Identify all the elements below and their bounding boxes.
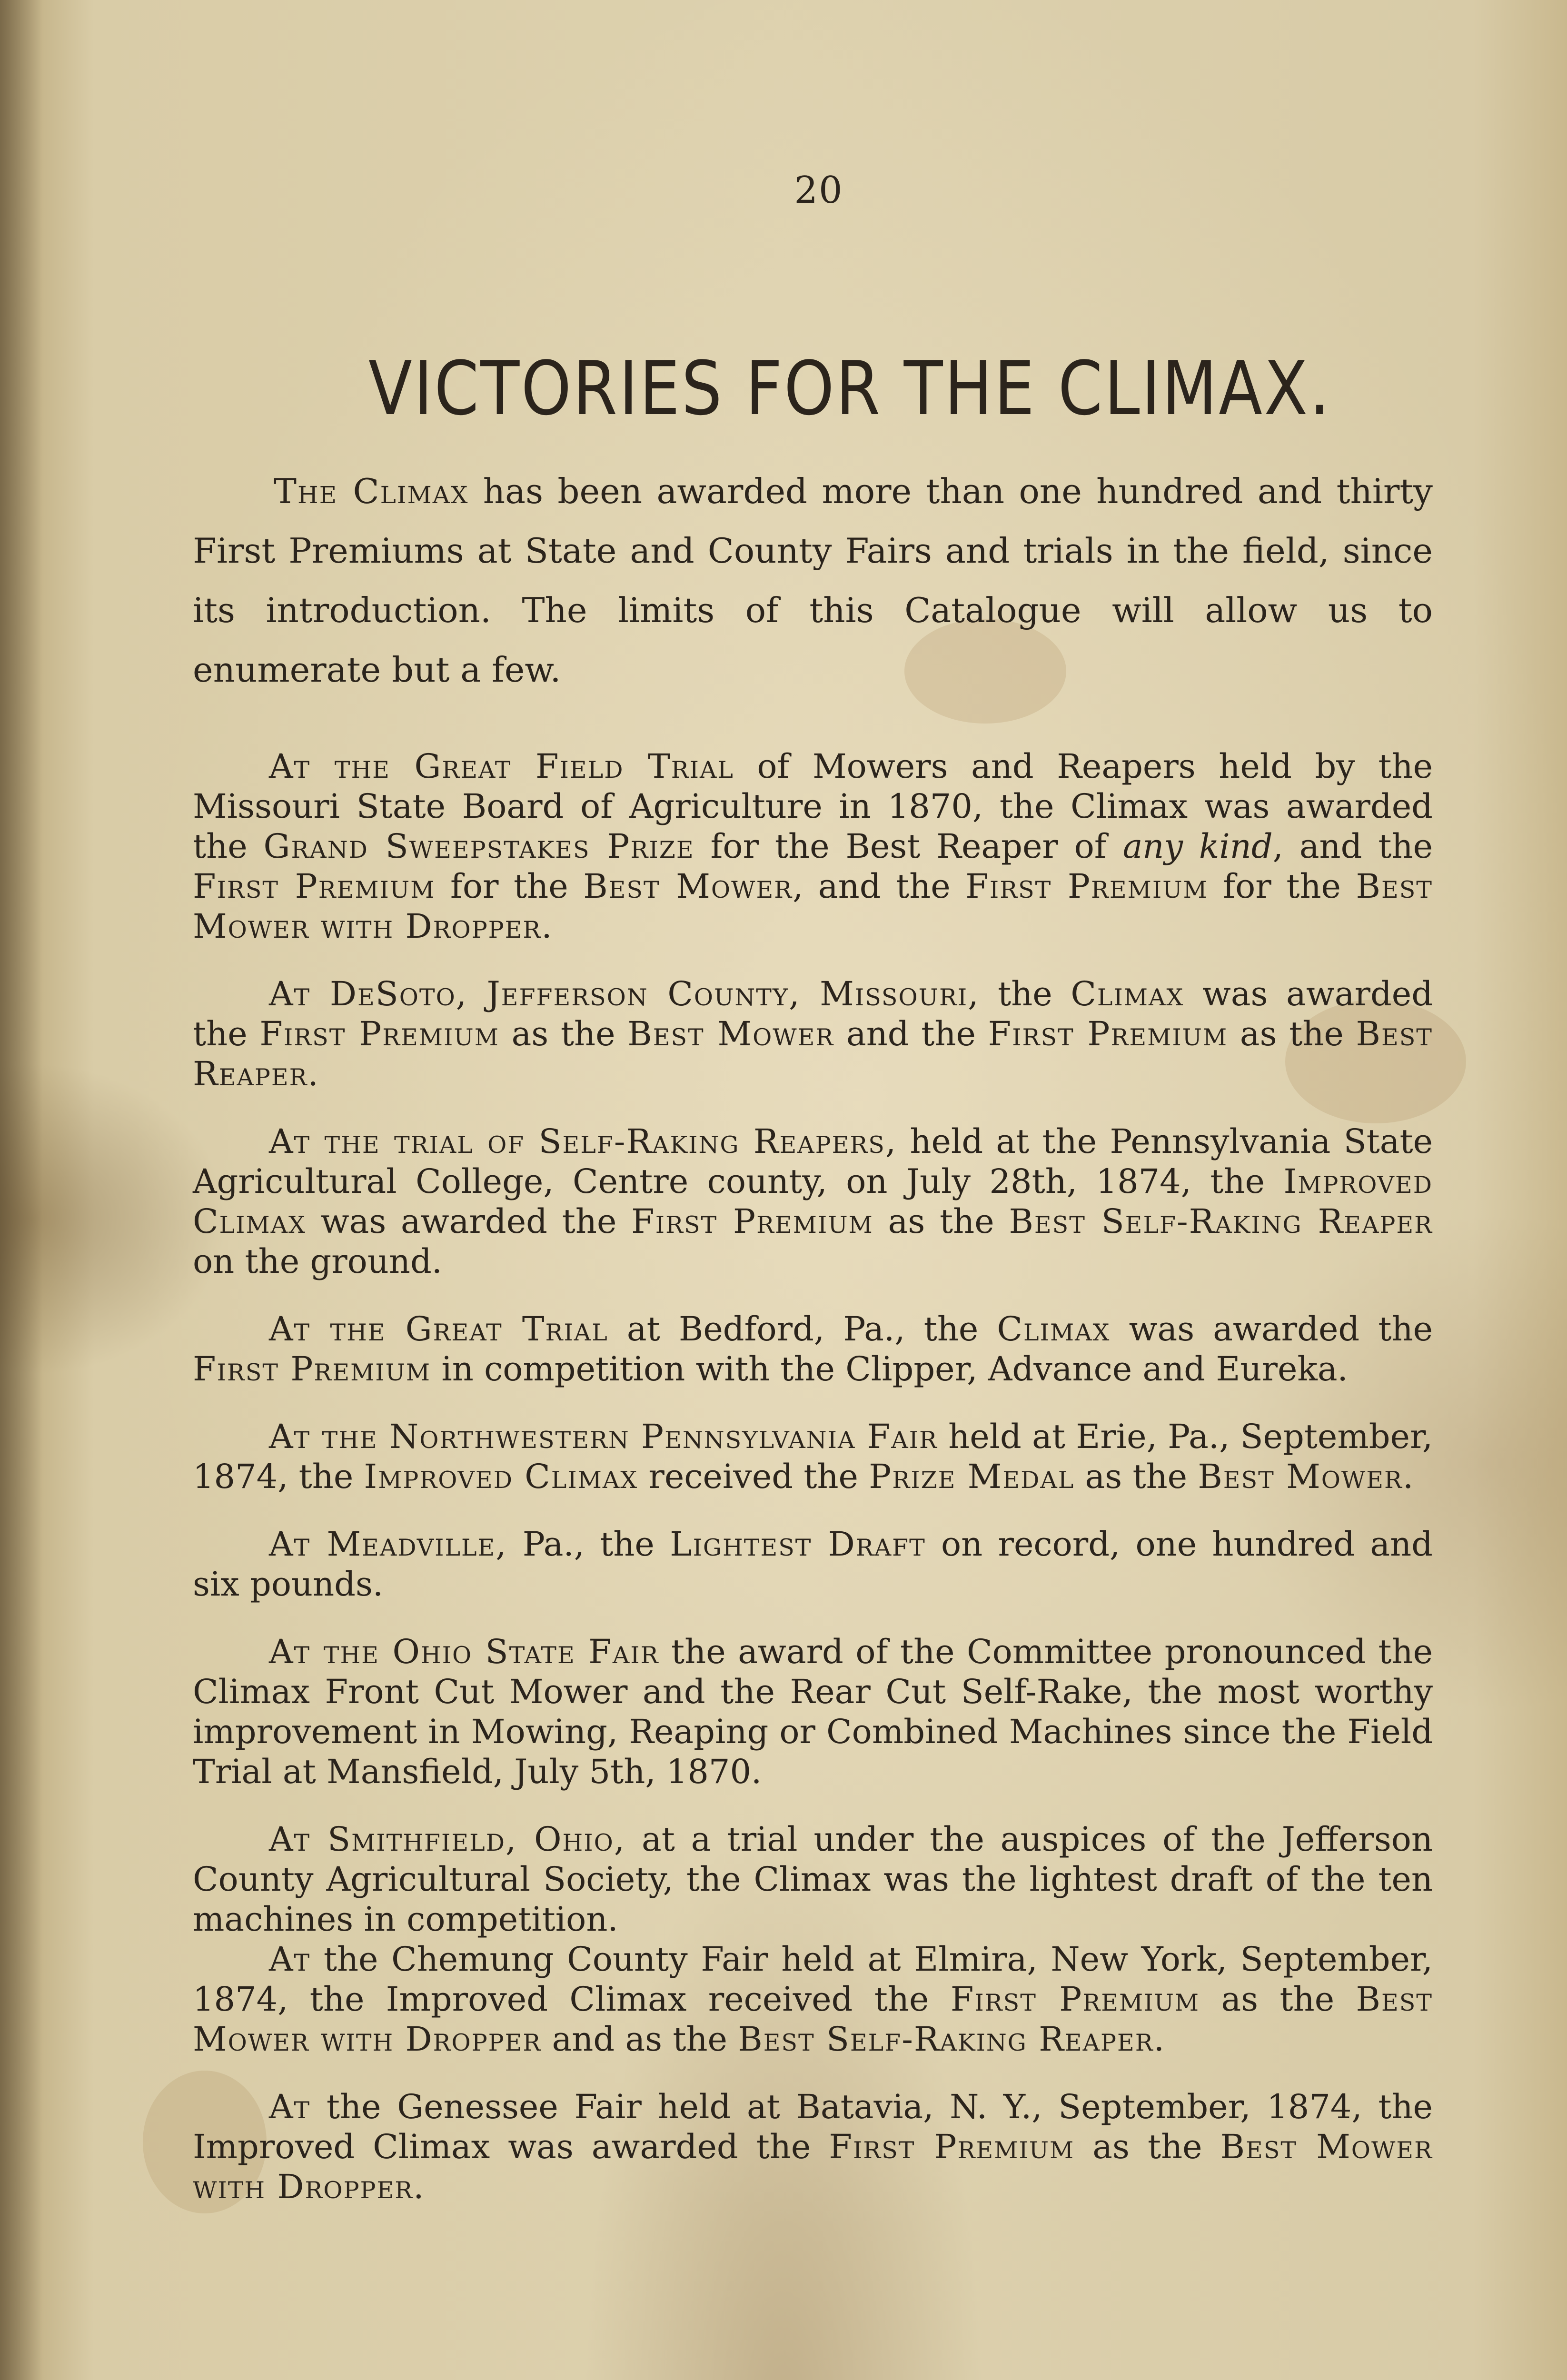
entry-text: held at Erie, Pa., September, 1874, the: [193, 1417, 1433, 1496]
entry-text: on the ground.: [193, 1242, 443, 1281]
entry-text: First Premium: [988, 1014, 1228, 1053]
entry-text: as the: [1074, 2127, 1220, 2166]
entry-text: Best Self-Raking Reaper: [738, 2020, 1154, 2059]
entry-text: the award of the Committee pronounced the Climax Front Cut Mower and the Rear Cut Self-Rake, the most worthy improvement in Mowing, Reaping or Combined Machines since the Field Trial at Mansfield, July 5th, 1870.: [193, 1632, 1433, 1791]
entry-text: Climax: [997, 1309, 1111, 1349]
entry-text: of Mowers and Reapers held by the Missouri State Board of Agriculture in 1870, the Climax was awarded the: [193, 747, 1433, 866]
entry-text: .: [541, 907, 552, 946]
entry-text: the Chemung County Fair held at Elmira, New York, September, 1874, the Improved Climax received the: [193, 1940, 1433, 2019]
page-number: 20: [794, 169, 843, 212]
entry-text: .: [307, 1054, 318, 1093]
entry-text: was awarded the: [306, 1202, 632, 1241]
entry-text: as the: [1228, 1014, 1356, 1053]
entry-text: Prize Medal: [869, 1457, 1075, 1496]
victory-entry: [193, 1632, 1433, 1792]
entry-text: Improved Climax: [364, 1457, 638, 1496]
entry-text: as the: [1074, 1457, 1198, 1496]
entry-text: First Premium: [193, 1349, 431, 1388]
entry-text: Best Self-Raking Reaper: [1009, 1202, 1433, 1241]
entry-text: Best Reaper: [193, 1014, 1433, 1093]
entry-text: Grand Sweepstakes Prize: [263, 827, 694, 866]
entry-text: First Premium: [965, 867, 1208, 906]
entry-text: was awarded the: [1110, 1309, 1433, 1349]
entry-text: .: [1402, 1457, 1414, 1496]
entry-text: received the: [638, 1457, 869, 1496]
entry-text: Lightest Draft: [670, 1525, 926, 1564]
entry-text: First Premium: [950, 1980, 1200, 2019]
intro-lead: The Climax: [274, 471, 469, 511]
entry-heading: At: [269, 2087, 311, 2126]
entry-text: First Premium: [193, 867, 436, 906]
entry-text: any kind: [1122, 827, 1273, 866]
intro-paragraph: [193, 462, 1433, 700]
entry-heading: At the Northwestern Pennsylvania Fair: [269, 1417, 938, 1456]
victory-entry: [193, 2087, 1433, 2207]
entry-text: the: [979, 974, 1071, 1013]
entry-text: Pa., the: [507, 1525, 670, 1564]
entry-text: , and the: [793, 867, 966, 906]
entry-text: .: [413, 2167, 424, 2206]
entry-text: was awarded the: [193, 974, 1433, 1053]
entry-text: at Bedford, Pa., the: [608, 1309, 997, 1349]
entry-heading: At the Ohio State Fair: [269, 1632, 659, 1671]
entry-text: as the: [1200, 1980, 1356, 2019]
entry-text: and the: [834, 1014, 988, 1053]
entry-text: Best Mower with Dropper: [193, 867, 1433, 946]
victories-list: [193, 746, 1433, 2207]
entry-text: Best Mower: [627, 1014, 834, 1053]
victory-entry: [193, 1309, 1433, 1389]
victory-entry: [193, 746, 1433, 946]
entry-text: Best Mower with Dropper: [193, 2127, 1433, 2206]
entry-text: for the: [1208, 867, 1356, 906]
entry-text: Best Mower: [583, 867, 793, 906]
entry-heading: At Smithfield, Ohio,: [269, 1820, 626, 1859]
victory-entry: [193, 1417, 1433, 1497]
entry-text: Best Mower: [1198, 1457, 1403, 1496]
entry-text: First Premium: [631, 1202, 873, 1241]
entry-heading: At: [269, 1940, 311, 1979]
entry-text: at a trial under the auspices of the Jefferson County Agricultural Society, the Climax was the lightest draft of the ten machines in competition.: [193, 1820, 1433, 1939]
entry-text: the Genessee Fair held at Batavia, N. Y., September, 1874, the Improved Climax was awarded the: [193, 2087, 1433, 2166]
victory-entry: [193, 1524, 1433, 1604]
entry-heading: At DeSoto, Jefferson County, Missouri,: [269, 974, 980, 1013]
entry-text: on record, one hundred and six pounds.: [193, 1525, 1433, 1604]
entry-text: Improved Climax: [193, 1162, 1433, 1241]
entry-text: for the: [435, 867, 584, 906]
entry-text: in competition with the Clipper, Advance and Eureka.: [431, 1349, 1348, 1388]
binding-shadow: [0, 0, 43, 2380]
entry-heading: At the trial of Self-Raking Reapers,: [269, 1122, 897, 1161]
entry-heading: At Meadville,: [269, 1525, 507, 1564]
entry-text: as the: [873, 1202, 1009, 1241]
victory-entry: [193, 974, 1433, 1094]
entry-text: for the Best Reaper of: [694, 827, 1123, 866]
entry-text: Best Mower with Dropper: [193, 1980, 1433, 2059]
entry-text: and as the: [541, 2020, 738, 2059]
entry-text: First Premium: [829, 2127, 1075, 2166]
entry-text: held at the Pennsylvania State Agricultural College, Centre county, on July 28th, 1874, the: [193, 1122, 1433, 1201]
entry-heading: At the Great Trial: [269, 1309, 608, 1349]
entry-text: First Premium: [259, 1014, 499, 1053]
entry-text: .: [1153, 2020, 1164, 2059]
intro-text: has been awarded more than one hundred and thirty First Premiums at State and County Fairs and trials in the field, since its introduction. The limits of this Catalogue will allow us to enumerate but a few.: [193, 471, 1433, 690]
entry-text: as the: [499, 1014, 628, 1053]
entry-text: Climax: [1071, 974, 1184, 1013]
victory-entry: [193, 1121, 1433, 1281]
entry-text: , and the: [1272, 827, 1433, 866]
victory-entry: [193, 1939, 1433, 2059]
victory-entry: [193, 1819, 1433, 1939]
entry-heading: At the Great Field Trial: [269, 747, 734, 786]
page-title: VICTORIES FOR THE CLIMAX.: [368, 345, 1331, 432]
